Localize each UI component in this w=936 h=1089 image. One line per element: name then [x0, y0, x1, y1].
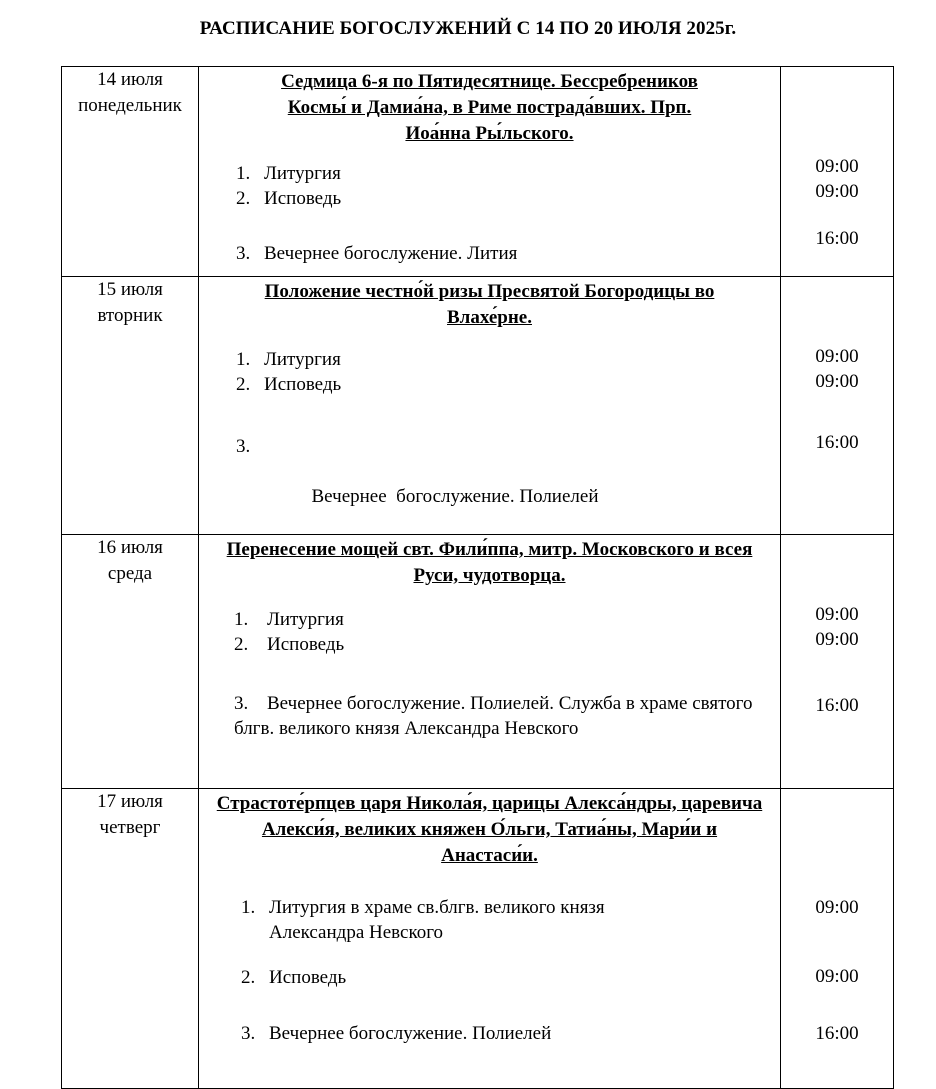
service-item: [199, 372, 780, 397]
service-number: 3.: [236, 243, 251, 264]
service-item: [199, 607, 780, 632]
service-number: 1.: [234, 609, 249, 630]
services-list: [199, 347, 780, 534]
service-time: 09:00: [815, 966, 859, 987]
services-cell: [199, 535, 781, 789]
service-text: Исповедь: [264, 188, 342, 209]
service-number: 2.: [236, 374, 251, 395]
day-row: [62, 277, 894, 535]
feast-title: Страстоте́рпцев царя Никола́я, царицы Алекса́ндры, царевича Алекси́я, великих княжен О́льги, Татиа́ны, Мари́и и Анастаси́и.: [216, 793, 763, 866]
services-cell: [199, 789, 781, 1089]
day-row: [62, 67, 894, 277]
service-text: Литургия: [264, 349, 341, 370]
day-weekday: четверг: [99, 817, 161, 838]
times-cell: [781, 535, 894, 789]
service-text: Литургия: [264, 163, 341, 184]
times-cell: [781, 67, 894, 277]
service-item: [199, 1021, 780, 1046]
service-number: 1.: [236, 163, 251, 184]
service-text: Литургия в храме св.блгв. великого князя Александра Невского: [269, 897, 605, 943]
services-list: [199, 161, 780, 266]
feast-title: Перенесение мощей свт. Фили́ппа, митр. Московского и всея Руси, чудотворца.: [226, 539, 753, 586]
day-row: [62, 535, 894, 789]
service-text: Исповедь: [267, 634, 345, 655]
service-text: Вечернее богослужение. Полиелей. Служба в храме святого блгв. великого князя Александра Невского: [234, 693, 753, 739]
feast-title: Положение честно́й ризы Пресвятой Богородицы во Влахе́рне.: [264, 281, 715, 328]
date-cell: [62, 789, 199, 1089]
service-item: [199, 241, 780, 266]
service-time: 09:00: [815, 604, 859, 625]
feast-title: Седмица 6-я по Пятидесятнице. Бессребреников Космы́ и Дамиа́на, в Риме пострада́вших. Прп. Иоа́нна Ры́льского.: [281, 71, 698, 144]
day-date: 15 июля: [97, 279, 163, 300]
service-number: 3.: [236, 436, 251, 457]
day-weekday: среда: [107, 563, 153, 584]
service-time: 16:00: [815, 695, 859, 716]
service-number: 1.: [241, 897, 256, 918]
day-date: 17 июля: [97, 791, 163, 812]
service-item: [199, 434, 780, 534]
service-number: 2.: [236, 188, 251, 209]
service-time: 09:00: [815, 346, 859, 367]
times-cell: [781, 789, 894, 1089]
service-text: Литургия: [267, 609, 344, 630]
service-number: 3.: [234, 693, 249, 714]
service-time: 09:00: [815, 897, 859, 918]
service-time: 16:00: [815, 432, 859, 453]
service-item: [199, 632, 780, 657]
service-text: Вечернее богослужение. Полиелей: [269, 1023, 552, 1044]
services-cell: [199, 67, 781, 277]
date-cell: [62, 277, 199, 535]
date-cell: [62, 535, 199, 789]
service-time: 09:00: [815, 371, 859, 392]
services-cell: [199, 277, 781, 535]
service-number: 2.: [234, 634, 249, 655]
page-title: РАСПИСАНИЕ БОГОСЛУЖЕНИЙ С 14 ПО 20 ИЮЛЯ 2025г.: [199, 18, 737, 39]
service-text: Исповедь: [269, 967, 347, 988]
service-item: [199, 895, 780, 945]
service-text: Вечернее богослужение. Полиелей: [311, 486, 599, 507]
day-row: [62, 789, 894, 1089]
service-time: 16:00: [815, 1023, 859, 1044]
services-list: [199, 895, 780, 1046]
service-text: Вечернее богослужение. Лития: [264, 243, 518, 264]
service-item: [199, 186, 780, 211]
service-time: 09:00: [815, 629, 859, 650]
day-date: 16 июля: [97, 537, 163, 558]
day-weekday: вторник: [97, 305, 163, 326]
schedule-table: [61, 66, 894, 1089]
service-number: 1.: [236, 349, 251, 370]
date-cell: [62, 67, 199, 277]
service-item: [199, 347, 780, 372]
service-text: Исповедь: [264, 374, 342, 395]
day-weekday: понедельник: [78, 95, 182, 116]
service-time: 09:00: [815, 156, 859, 177]
service-item: [199, 965, 780, 990]
services-list: [199, 607, 780, 741]
service-number: 3.: [241, 1023, 256, 1044]
times-cell: [781, 277, 894, 535]
service-number: 2.: [241, 967, 256, 988]
service-time: 16:00: [815, 228, 859, 249]
service-item: [199, 161, 780, 186]
day-date: 14 июля: [97, 69, 163, 90]
service-item: [199, 691, 780, 741]
service-time: 09:00: [815, 181, 859, 202]
